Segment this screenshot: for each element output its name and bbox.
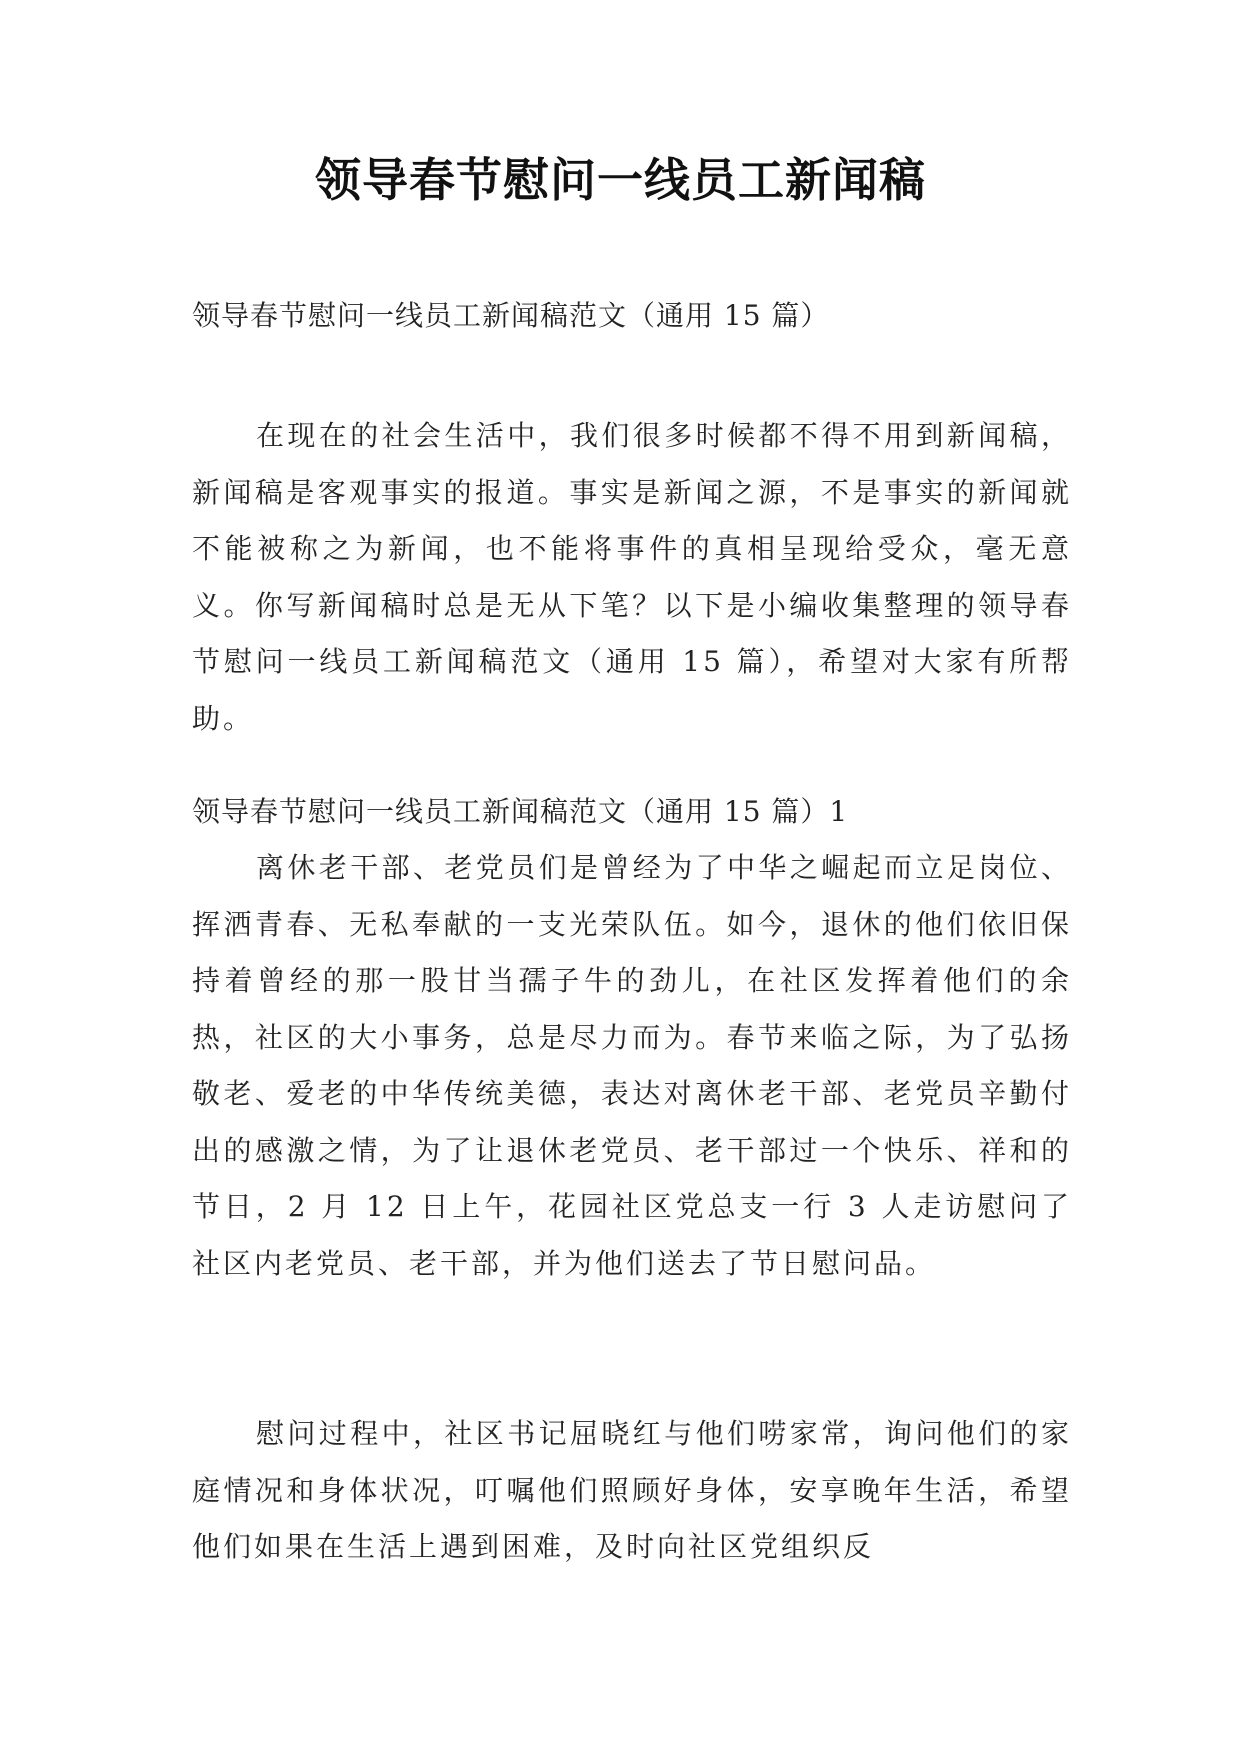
body-paragraph: 离休老干部、老党员们是曾经为了中华之崛起而立足岗位、挥洒青春、无私奉献的一支光荣队伍。如今，退休的他们依旧保持着曾经的那一股甘当孺子牛的劲儿，在社区发挥着他们的余热，社区的大小事务，总是尽力而为。春节来临之际，为了弘扬敬老、爱老的中华传统美德，表达对离休老干部、老党员辛勤付出的感激之情，为了让退休老党员、老干部过一个快乐、祥和的节日，2 月 12 日上午，花园社区党总支一行 3 人走访慰问了社区内老党员、老干部，并为他们送去了节日慰问品。	[192, 851, 1072, 1280]
document-subtitle: 领导春节慰问一线员工新闻稿范文（通用 15 篇）	[192, 299, 830, 332]
section-heading: 领导春节慰问一线员工新闻稿范文（通用 15 篇）1	[192, 795, 849, 828]
body-paragraph: 慰问过程中，社区书记屈晓红与他们唠家常，询问他们的家庭情况和身体状况，叮嘱他们照顾好身体，安享晚年生活，希望他们如果在生活上遇到困难，及时向社区党组织反	[192, 1417, 1072, 1563]
document-title: 领导春节慰问一线员工新闻稿	[315, 153, 926, 207]
intro-paragraph: 在现在的社会生活中，我们很多时候都不得不用到新闻稿，新闻稿是客观事实的报道。事实是新闻之源，不是事实的新闻就不能被称之为新闻，也不能将事件的真相呈现给受众，毫无意义。你写新闻稿时总是无从下笔？以下是小编收集整理的领导春节慰问一线员工新闻稿范文（通用 15 篇），希望对大家有所帮助。	[192, 419, 1072, 735]
